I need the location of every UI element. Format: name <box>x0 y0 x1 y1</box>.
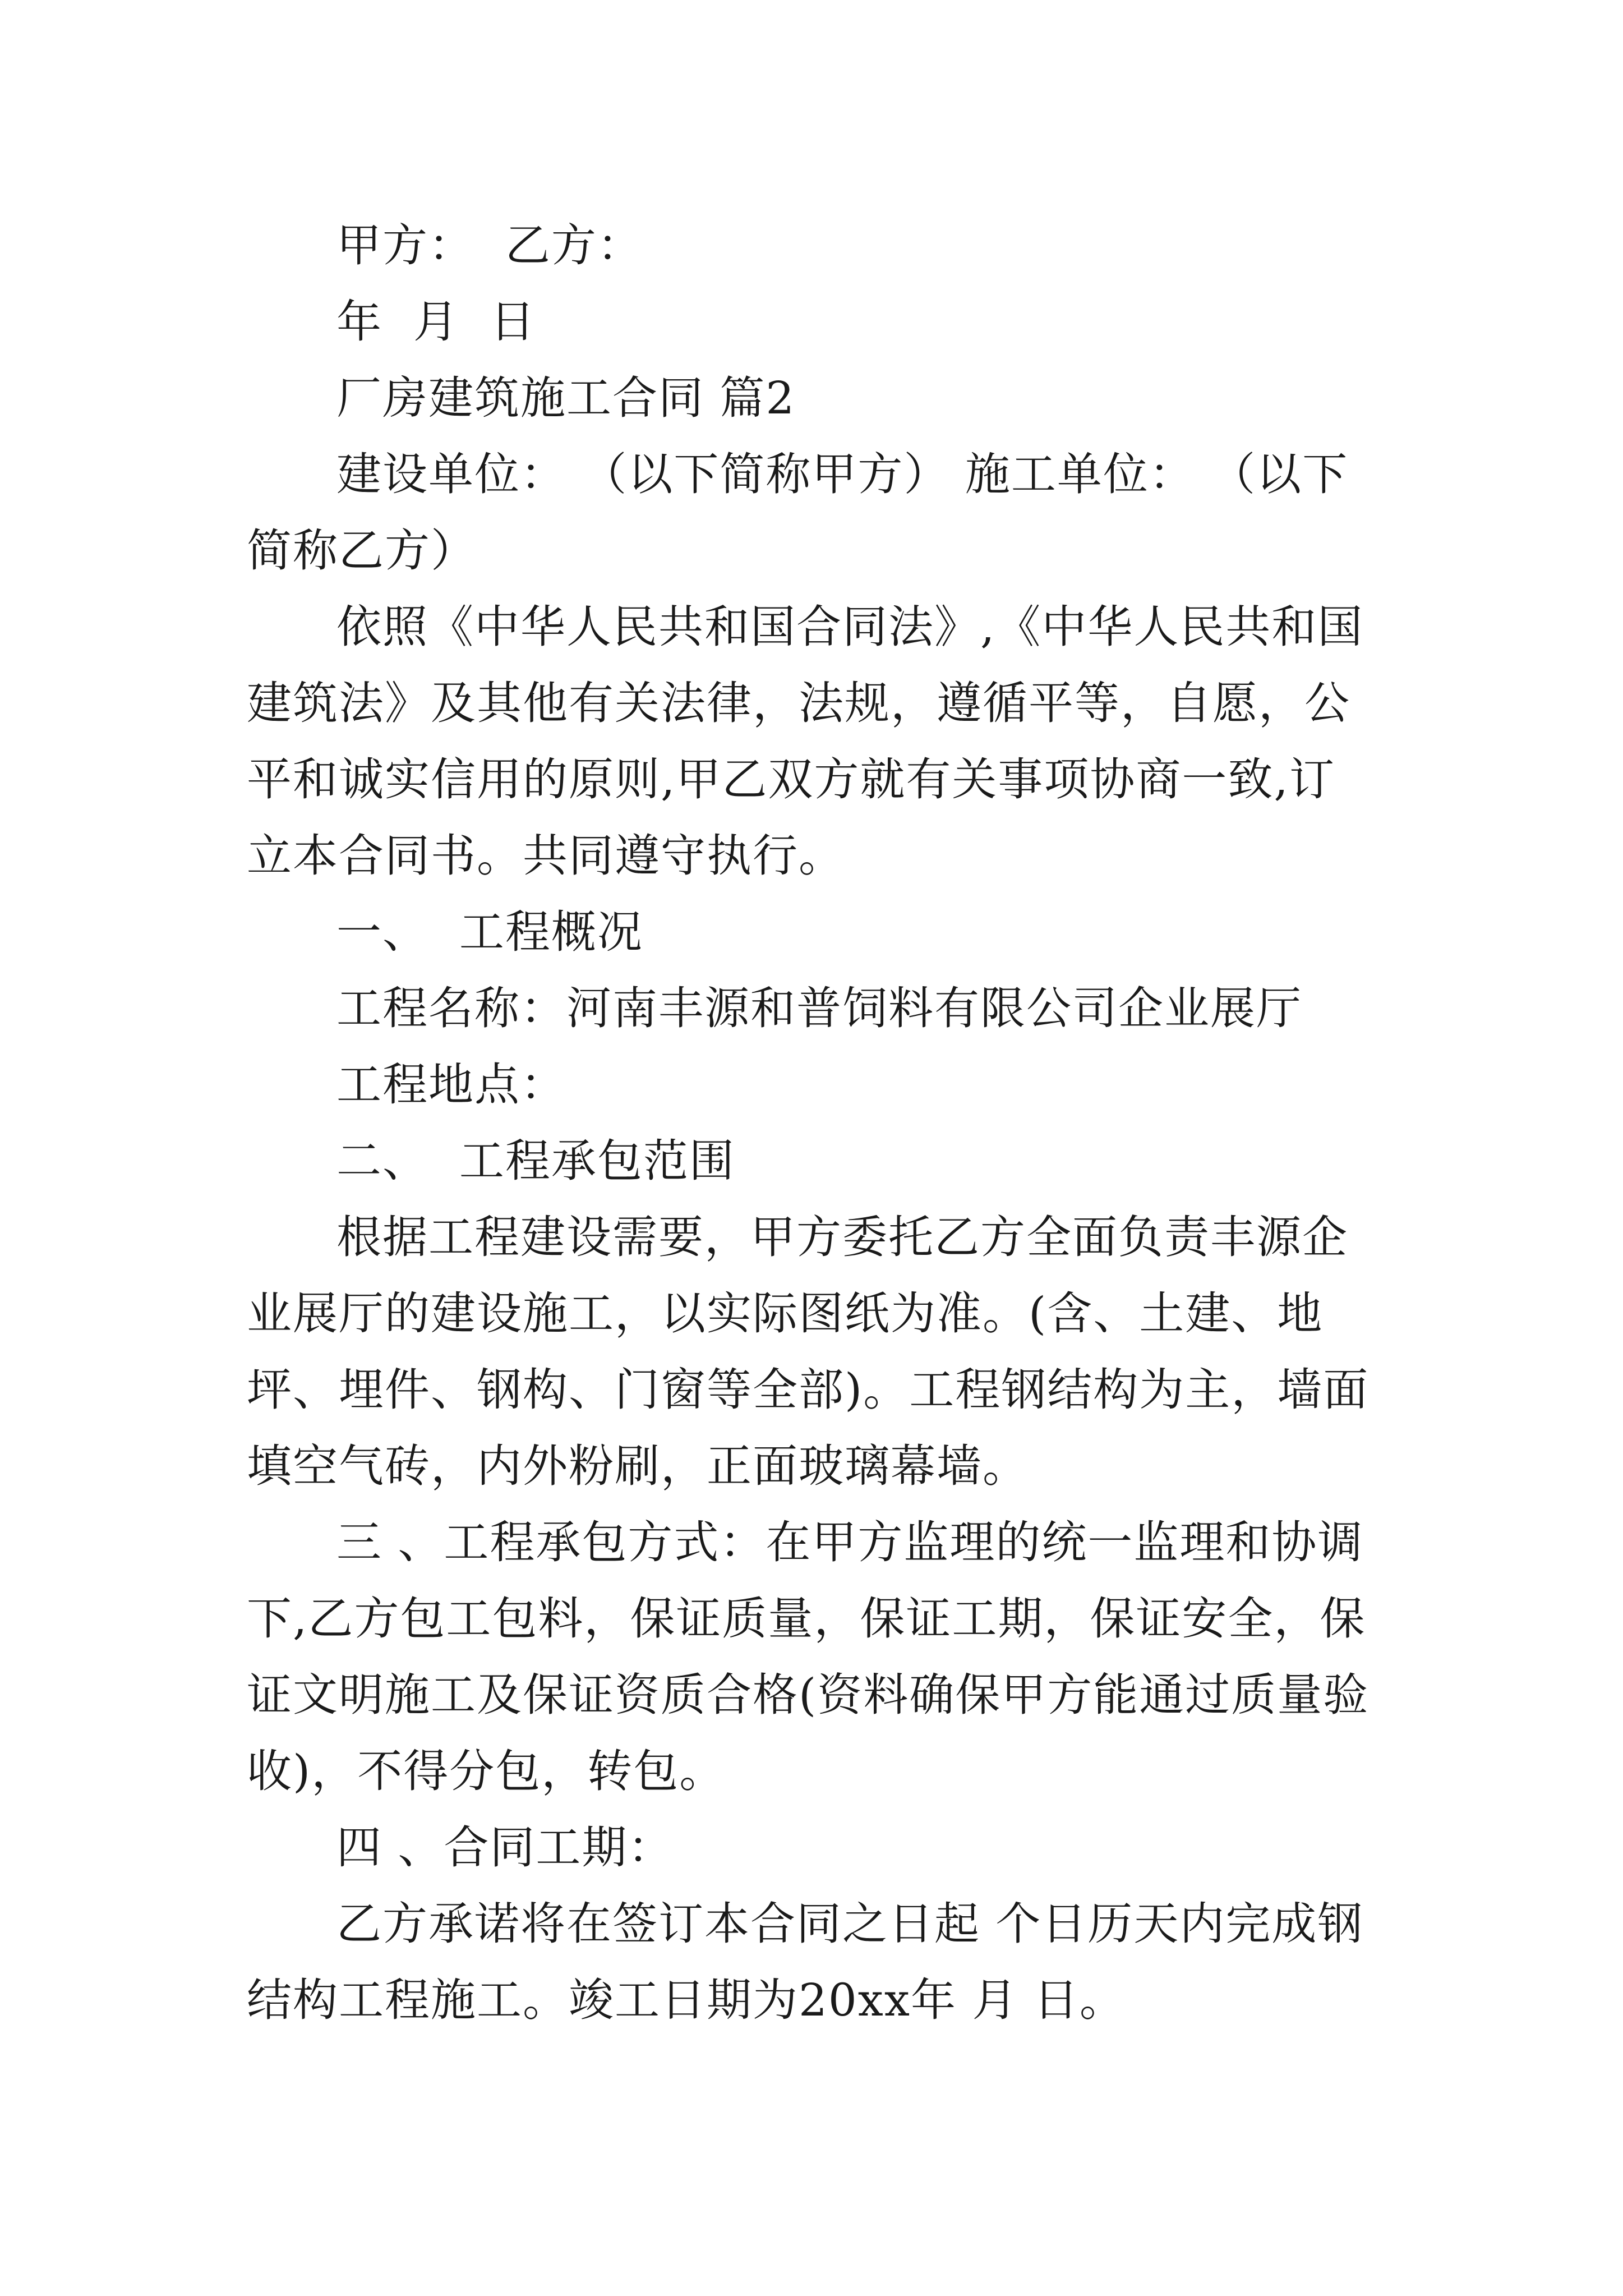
section-heading-4: 四 、合同工期： <box>336 1821 674 1874</box>
contract-title: 厂房建筑施工合同 篇2 <box>336 372 796 424</box>
contracting-method-paragraph: 三 、工程承包方式：在甲方监理的统一监理和协调下,乙方包工包料，保证质量，保证工期，保证安全，保证文明施工及保证资质合格(资料确保甲方能通过质量验收)，不得分包，转包。 <box>247 1516 1370 1797</box>
scope-paragraph: 根据工程建设需要，甲方委托乙方全面负责丰源企业展厅的建设施工，以实际图纸为准。(含、土建、地坪、埋件、钢构、门窗等全部)。工程钢结构为主，墙面填空气砖，内外粉刷，正面玻璃幕墙。 <box>247 1211 1370 1492</box>
preamble-paragraph: 依照《中华人民共和国合同法》,《中华人民共和国建筑法》及其他有关法律，法规，遵循平等，自愿，公平和诚实信用的原则,甲乙双方就有关事项协商一致,订立本合同书。共同遵守执行。 <box>247 601 1364 882</box>
section-heading-2: 二、 工程承包范围 <box>336 1135 735 1187</box>
parties-paragraph: 建设单位： （以下简称甲方） 施工单位： （以下简称乙方） <box>247 448 1349 577</box>
project-name-line: 工程名称：河南丰源和普饲料有限公司企业展厅 <box>336 982 1302 1034</box>
schedule-paragraph: 乙方承诺将在签订本合同之日起 个日历天内完成钢结构工程施工。竣工日期为20xx年 月 日。 <box>247 1898 1364 2026</box>
signature-parties-line: 甲方： 乙方： <box>336 219 643 272</box>
section-heading-1: 一、 工程概况 <box>336 906 643 958</box>
project-location-line: 工程地点： <box>336 1059 566 1111</box>
signature-date-line: 年 月 日 <box>336 296 536 348</box>
document-body <box>247 208 1380 2039</box>
